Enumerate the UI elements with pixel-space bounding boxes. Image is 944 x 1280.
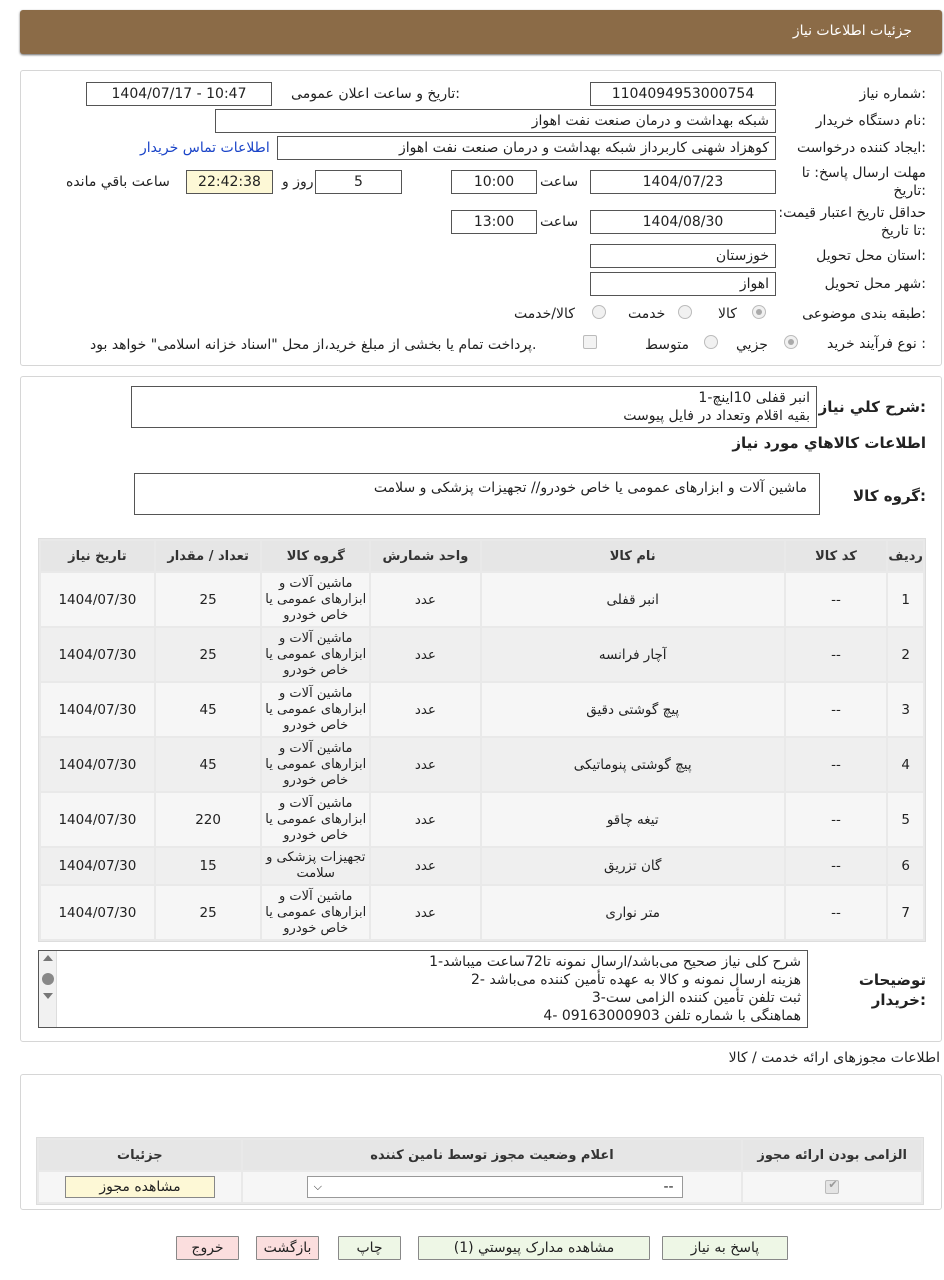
cell-index: 6 <box>888 848 923 884</box>
cell-license-details <box>39 1172 241 1202</box>
days-field: 5 <box>315 170 402 194</box>
category-option-both: کالا/خدمت <box>514 306 575 322</box>
goods-group-label: گروه کالا: <box>853 487 926 505</box>
cell-code: -- <box>786 793 887 846</box>
table-row <box>41 848 923 884</box>
cell-qty: 25 <box>156 628 261 681</box>
col-group: گروه کالا <box>262 541 369 571</box>
process-option-medium: متوسط <box>645 337 689 353</box>
col-license-details: جزئیات <box>39 1140 241 1170</box>
cell-license-status <box>243 1172 742 1202</box>
exit-button[interactable]: خروج <box>176 1236 239 1260</box>
cell-name: آچار فرانسه <box>482 628 784 681</box>
cell-date: 1404/07/30 <box>41 628 154 681</box>
cell-group: ماشین آلات و ابزارهای عمومی یا خاص خودرو <box>262 886 369 939</box>
cell-unit: عدد <box>371 573 480 626</box>
cell-date: 1404/07/30 <box>41 738 154 791</box>
category-option-service: خدمت <box>628 306 666 322</box>
col-date: تاریخ نیاز <box>41 541 154 571</box>
buyer-contact-link[interactable]: اطلاعات تماس خریدار <box>140 140 270 156</box>
attachments-button[interactable]: مشاهده مدارک پیوستي (1) <box>418 1236 650 1260</box>
print-button[interactable]: چاپ <box>338 1236 401 1260</box>
cell-unit: عدد <box>371 886 480 939</box>
cell-name: انبر قفلی <box>482 573 784 626</box>
license-section-title: اطلاعات مجوزهای ارائه خدمت / کالا <box>728 1050 940 1066</box>
cell-qty: 15 <box>156 848 261 884</box>
cell-unit: عدد <box>371 848 480 884</box>
cell-index: 3 <box>888 683 923 736</box>
table-row <box>41 793 923 846</box>
table-row <box>41 683 923 736</box>
cell-license-required <box>743 1172 921 1202</box>
validity-date-field: 1404/08/30 <box>590 210 776 234</box>
summary-line-1: 1-انبر قفلی 10اینچ <box>698 390 810 406</box>
license-table-header <box>39 1140 921 1170</box>
deadline-label: مهلت ارسال پاسخ: تا تاریخ: <box>801 165 926 199</box>
category-radio-goods[interactable] <box>752 305 766 319</box>
table-row <box>41 738 923 791</box>
cell-unit: عدد <box>371 683 480 736</box>
validity-time-field: 13:00 <box>451 210 537 234</box>
province-field: خوزستان <box>590 244 776 268</box>
license-status-select[interactable] <box>307 1176 683 1198</box>
cell-name: پیچ گوشتی دقیق <box>482 683 784 736</box>
category-radio-both[interactable] <box>592 305 606 319</box>
cell-unit: عدد <box>371 793 480 846</box>
scroll-down-icon[interactable] <box>43 993 53 999</box>
process-radio-minor[interactable] <box>784 335 798 349</box>
need-number-label: شماره نیاز: <box>859 86 926 102</box>
cell-name: پیچ گوشتی پنوماتیکی <box>482 738 784 791</box>
summary-label: شرح کلي نياز: <box>818 398 926 416</box>
announce-field: 1404/07/17 - 10:47 <box>86 82 272 106</box>
validity-time-label: ساعت <box>540 214 579 230</box>
license-status-value: -- <box>663 1179 674 1195</box>
cell-group: تجهیزات پزشکی و سلامت <box>262 848 369 884</box>
summary-textarea[interactable] <box>131 386 817 428</box>
buyer-note-line: 3-ثبت تلفن تأمین کننده الزامی ست <box>591 990 801 1006</box>
buyer-note-line: 4- هماهنگی با شماره تلفن 09163000903 <box>543 1008 801 1024</box>
city-label: شهر محل تحویل: <box>824 276 926 292</box>
cell-group: ماشین آلات و ابزارهای عمومی یا خاص خودرو <box>262 793 369 846</box>
cell-code: -- <box>786 738 887 791</box>
license-table <box>36 1137 924 1205</box>
cell-index: 1 <box>888 573 923 626</box>
goods-group-value: ماشین آلات و ابزارهای عمومی یا خاص خودرو// تجهیزات پزشکی و سلامت <box>373 480 807 496</box>
cell-qty: 45 <box>156 738 261 791</box>
cell-qty: 25 <box>156 573 261 626</box>
cell-date: 1404/07/30 <box>41 886 154 939</box>
col-index: رديف <box>888 541 923 571</box>
province-label: استان محل تحویل: <box>816 248 926 264</box>
scroll-thumb[interactable] <box>42 973 54 985</box>
cell-group: ماشین آلات و ابزارهای عمومی یا خاص خودرو <box>262 573 369 626</box>
buyer-notes-label: توضیحات خریدار: <box>858 971 926 1009</box>
category-radio-service[interactable] <box>678 305 692 319</box>
treasury-payment-checkbox[interactable] <box>583 335 597 349</box>
col-code: کد کالا <box>786 541 887 571</box>
back-button[interactable]: بازگشت <box>256 1236 319 1260</box>
treasury-payment-note: پرداخت تمام یا بخشی از مبلغ خرید،از محل "اسناد خزانه اسلامی" خواهد بود. <box>90 337 537 353</box>
cell-unit: عدد <box>371 738 480 791</box>
cell-name: گان تزریق <box>482 848 784 884</box>
cell-name: تیغه چاقو <box>482 793 784 846</box>
goods-info-title: اطلاعات کالاهاي مورد نياز <box>732 434 926 452</box>
cell-qty: 45 <box>156 683 261 736</box>
summary-line-2: بقیه اقلام وتعداد در فایل پیوست <box>623 408 810 424</box>
page-header <box>20 10 942 54</box>
chevron-down-icon: ⌵ <box>313 1180 322 1193</box>
cell-code: -- <box>786 848 887 884</box>
cell-date: 1404/07/30 <box>41 683 154 736</box>
requester-field: کوهزاد شهنی کاربرداز شبکه بهداشت و درمان صنعت نفت اهواز <box>277 136 776 160</box>
cell-index: 4 <box>888 738 923 791</box>
page-title: جزئیات اطلاعات نیاز <box>792 23 912 39</box>
col-name: نام کالا <box>482 541 784 571</box>
view-license-button[interactable]: مشاهده مجوز <box>65 1176 215 1198</box>
process-radio-medium[interactable] <box>704 335 718 349</box>
requester-label: ایجاد کننده درخواست: <box>797 140 926 156</box>
cell-code: -- <box>786 683 887 736</box>
notes-scrollbar[interactable] <box>39 951 57 1027</box>
remaining-time-field: 22:42:38 <box>186 170 273 194</box>
cell-qty: 220 <box>156 793 261 846</box>
category-option-goods: کالا <box>718 306 737 322</box>
goods-group-textarea[interactable] <box>134 473 820 515</box>
col-qty: تعداد / مقدار <box>156 541 261 571</box>
cell-date: 1404/07/30 <box>41 848 154 884</box>
items-table <box>38 538 926 942</box>
deadline-date-field: 1404/07/23 <box>590 170 776 194</box>
cell-code: -- <box>786 628 887 681</box>
items-table-header <box>41 541 923 571</box>
process-label: نوع فرآیند خرید : <box>827 336 926 352</box>
cell-name: متر نواری <box>482 886 784 939</box>
buyer-note-line: 2- هزینه ارسال نمونه و کالا به عهده تأمین کننده می‌باشد <box>471 972 801 988</box>
table-row <box>41 628 923 681</box>
validity-label: حداقل تاريخ اعتبار قيمت: تا تاريخ: <box>778 205 926 239</box>
cell-date: 1404/07/30 <box>41 573 154 626</box>
col-license-required: الزامی بودن ارائه مجوز <box>743 1140 921 1170</box>
cell-group: ماشین آلات و ابزارهای عمومی یا خاص خودرو <box>262 628 369 681</box>
cell-code: -- <box>786 573 887 626</box>
cell-group: ماشین آلات و ابزارهای عمومی یا خاص خودرو <box>262 738 369 791</box>
cell-index: 5 <box>888 793 923 846</box>
remaining-time-label: ساعت باقي مانده <box>66 174 170 190</box>
city-field: اهواز <box>590 272 776 296</box>
col-unit: واحد شمارش <box>371 541 480 571</box>
cell-code: -- <box>786 886 887 939</box>
need-number-field: 1104094953000754 <box>590 82 776 106</box>
cell-unit: عدد <box>371 628 480 681</box>
deadline-time-field: 10:00 <box>451 170 537 194</box>
buyer-notes-textarea[interactable] <box>38 950 808 1028</box>
table-row <box>41 886 923 939</box>
cell-group: ماشین آلات و ابزارهای عمومی یا خاص خودرو <box>262 683 369 736</box>
category-label: طبقه بندی موضوعی: <box>802 306 926 322</box>
col-license-status: اعلام وضعیت مجوز توسط نامین کننده <box>243 1140 742 1170</box>
cell-qty: 25 <box>156 886 261 939</box>
license-required-checkbox: ✔ <box>825 1180 839 1194</box>
cell-index: 7 <box>888 886 923 939</box>
buyer-org-label: نام دستگاه خریدار: <box>815 113 926 129</box>
cell-date: 1404/07/30 <box>41 793 154 846</box>
table-row <box>39 1172 921 1202</box>
buyer-note-line: 1-شرح کلی نیاز صحیح می‌باشد/ارسال نمونه تا72ساعت میباشد <box>429 954 801 970</box>
days-label: روز و <box>282 174 314 190</box>
buyer-org-field: شبکه بهداشت و درمان صنعت نفت اهواز <box>215 109 776 133</box>
process-option-minor: جزیي <box>736 337 768 353</box>
reply-button[interactable]: پاسخ به نیاز <box>662 1236 788 1260</box>
cell-index: 2 <box>888 628 923 681</box>
scroll-up-icon[interactable] <box>43 955 53 961</box>
deadline-time-label: ساعت <box>540 174 579 190</box>
table-row <box>41 573 923 626</box>
announce-label: تاریخ و ساعت اعلان عمومی: <box>291 86 460 102</box>
